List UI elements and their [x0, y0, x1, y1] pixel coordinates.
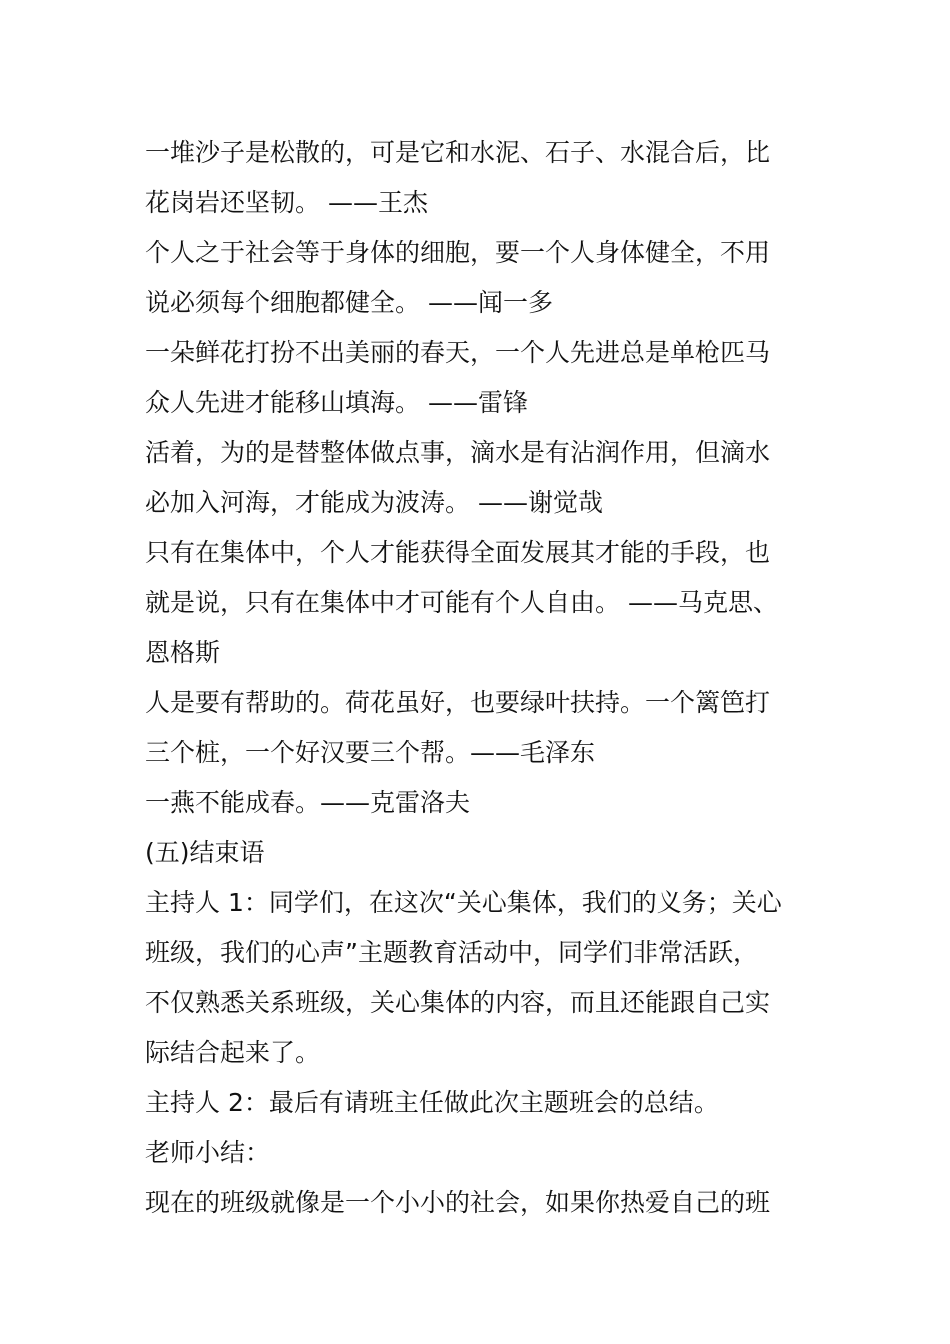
- text-line: 活着，为的是替整体做点事，滴水是有沾润作用，但滴水: [145, 438, 771, 467]
- text-line: 不仅熟悉关系班级，关心集体的内容，而且还能跟自己实: [145, 988, 771, 1017]
- text-line: 一燕不能成春。——克雷洛夫: [145, 788, 471, 817]
- text-line: 一朵鲜花打扮不出美丽的春天，一个人先进总是单枪匹马: [145, 338, 771, 367]
- text-line: 班级，我们的心声”主题教育活动中，同学们非常活跃，: [145, 938, 758, 967]
- text-line: 际结合起来了。: [145, 1038, 321, 1067]
- text-line: 人是要有帮助的。荷花虽好，也要绿叶扶持。一个篱笆打: [145, 688, 771, 717]
- text-line: 主持人 1：同学们，在这次“关心集体，我们的义务；关心: [145, 888, 782, 917]
- text-line: 说必须每个细胞都健全。 ——闻一多: [145, 288, 553, 317]
- document-body: [145, 128, 810, 1228]
- text-line: 众人先进才能移山填海。 ——雷锋: [145, 388, 528, 417]
- text-line: 三个桩，一个好汉要三个帮。——毛泽东: [145, 738, 596, 767]
- text-line: 主持人 2：最后有请班主任做此次主题班会的总结。: [145, 1088, 719, 1117]
- text-line: 一堆沙子是松散的，可是它和水泥、石子、水混合后，比: [145, 138, 771, 167]
- section-heading: (五)结束语: [145, 838, 265, 867]
- text-line: 现在的班级就像是一个小小的社会，如果你热爱自己的班: [145, 1188, 771, 1217]
- text-line: 花岗岩还坚韧。 ——王杰: [145, 188, 428, 217]
- text-line: 必加入河海，才能成为波涛。 ——谢觉哉: [145, 488, 603, 517]
- text-line: 只有在集体中，个人才能获得全面发展其才能的手段，也: [145, 538, 771, 567]
- text-line: 个人之于社会等于身体的细胞，要一个人身体健全，不用: [145, 238, 771, 267]
- text-line: 就是说，只有在集体中才可能有个人自由。 ——马克思、: [145, 588, 778, 617]
- text-line: 老师小结：: [145, 1138, 271, 1167]
- text-line: 恩格斯: [145, 638, 221, 667]
